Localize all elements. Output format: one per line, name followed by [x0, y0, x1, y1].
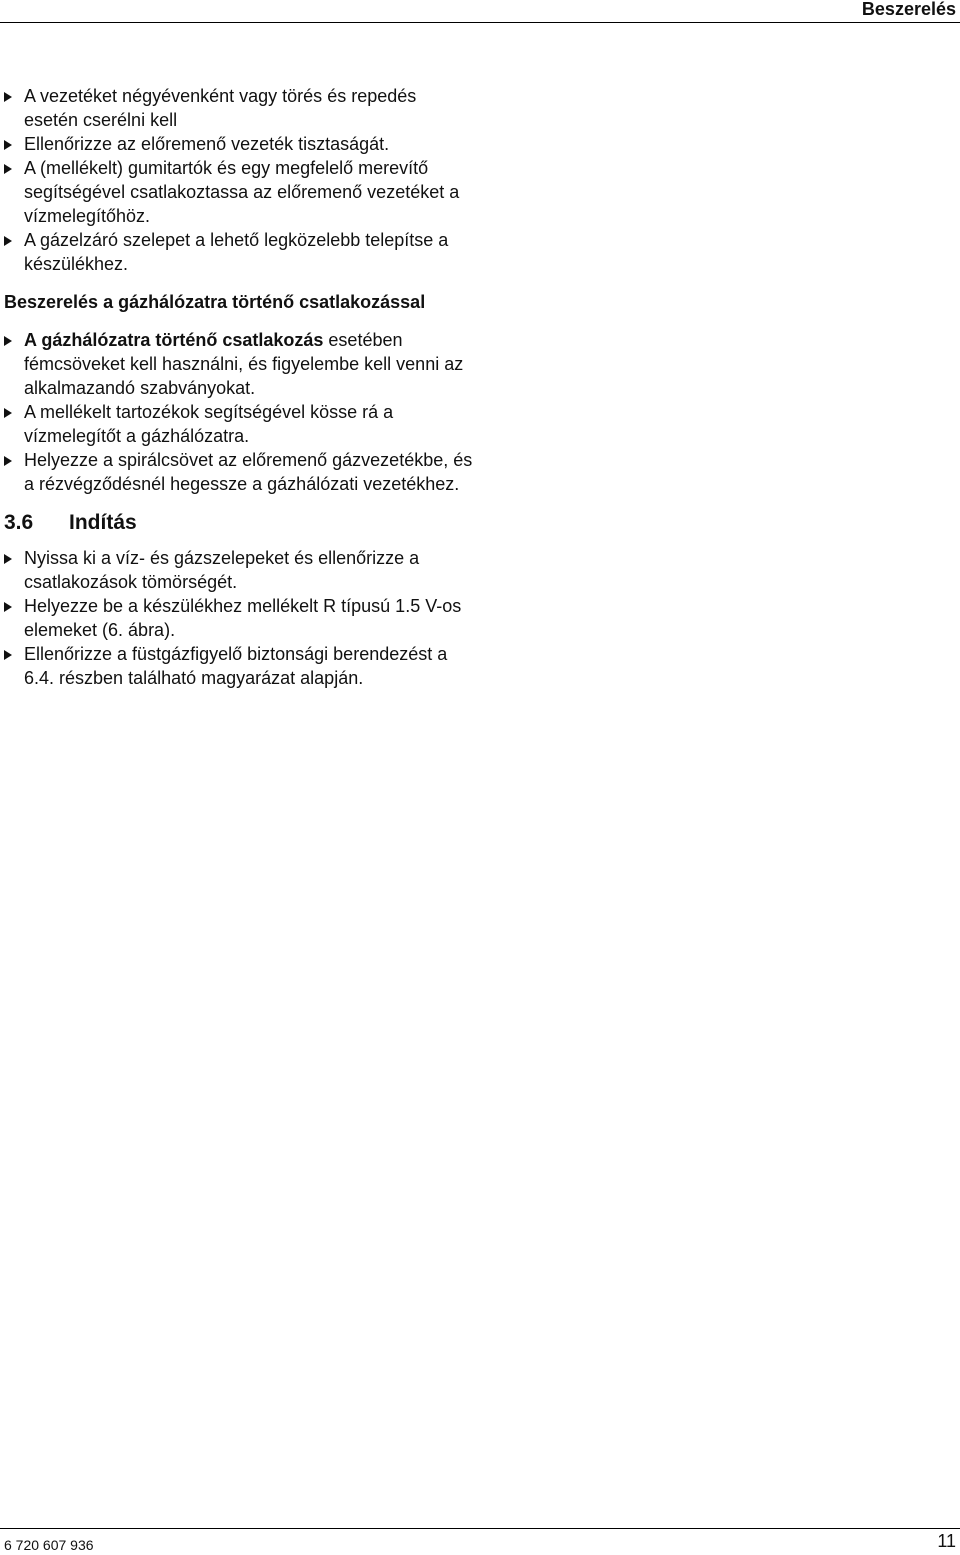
section-number: 3.6 — [4, 511, 34, 534]
section-spacer — [4, 496, 474, 510]
bullet-triangle-icon — [4, 456, 12, 466]
list-item-text — [24, 330, 463, 398]
header-divider — [0, 22, 960, 23]
list-item-text: A gázelzáró szelepet a lehető legközelebb telepítse a készülékhez. — [24, 230, 449, 274]
bullet-triangle-icon — [4, 92, 12, 102]
bullet-triangle-icon — [4, 164, 12, 174]
bullet-triangle-icon — [4, 140, 12, 150]
list-item — [4, 594, 474, 642]
page-number: 11 — [937, 1531, 956, 1551]
list-item-text: Ellenőrizze a füstgázfigyelő biztonsági berendezést a 6.4. részben található magyarázat alapján. — [24, 644, 448, 688]
list-item-text: A vezetéket négyévenként vagy törés és repedés esetén cserélni kell — [24, 86, 417, 130]
list-item — [4, 448, 474, 496]
list-item — [4, 400, 474, 448]
list-item-bold-text: A gázhálózatra történő csatlakozás — [24, 330, 324, 350]
list-item-text: Ellenőrizze az előremenő vezeték tisztaságát. — [24, 134, 390, 154]
list-item-text: A (mellékelt) gumitartók és egy megfelelő merevítő segítségével csatlakoztassa az előremenő vezetéket a vízmelegítőhöz. — [24, 158, 460, 226]
list-item-text: Helyezze be a készülékhez mellékelt R típusú 1.5 V-os elemeket (6. ábra). — [24, 596, 462, 640]
list-item — [4, 132, 474, 156]
bullet-triangle-icon — [4, 602, 12, 612]
gas-connection-heading: Beszerelés a gázhálózatra történő csatlakozással — [4, 292, 426, 312]
document-number: 6 720 607 936 — [4, 1537, 94, 1553]
list-item-text: Nyissa ki a víz- és gázszelepeket és ellenőrizze a csatlakozások tömörségét. — [24, 548, 420, 592]
running-header-title: Beszerelés — [861, 0, 956, 19]
list-item — [4, 156, 474, 228]
list-item-text: A mellékelt tartozékok segítségével kösse rá a vízmelegítőt a gázhálózatra. — [24, 402, 394, 446]
list-item-rest-text: esetében fémcsöveket kell használni, és figyelembe kell venni az alkalmazandó szabványokat. — [24, 330, 464, 398]
list-item — [4, 546, 474, 594]
list-item — [4, 84, 474, 132]
main-content — [4, 84, 474, 690]
bullet-triangle-icon — [4, 336, 12, 346]
bullet-triangle-icon — [4, 408, 12, 418]
bullet-triangle-icon — [4, 236, 12, 246]
bullet-triangle-icon — [4, 554, 12, 564]
section-heading — [4, 510, 474, 536]
bullet-triangle-icon — [4, 650, 12, 660]
list-item-text: Helyezze a spirálcsövet az előremenő gázvezetékbe, és a rézvégződésnél hegessze a gázhálózati vezetékhez. — [24, 450, 473, 494]
list-item — [4, 642, 474, 690]
list-item — [4, 228, 474, 276]
list-item — [4, 328, 474, 400]
section-title: Indítás — [69, 511, 137, 534]
footer-divider — [0, 1528, 960, 1529]
